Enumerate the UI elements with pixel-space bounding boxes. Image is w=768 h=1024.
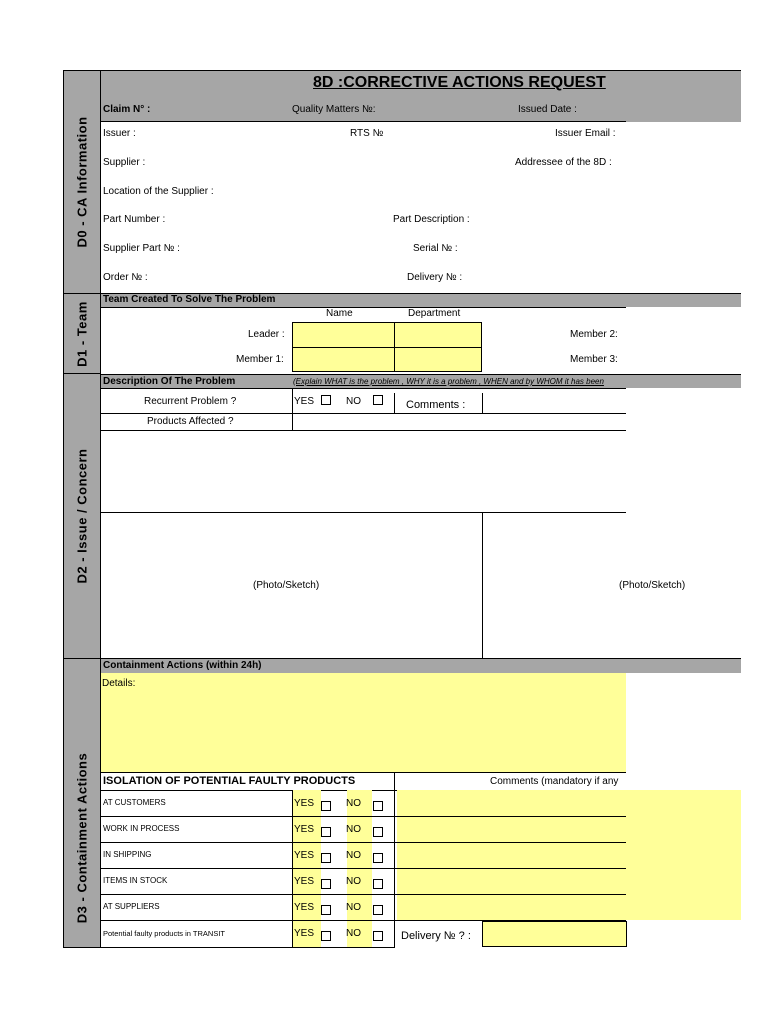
- location-label: Location of the Supplier :: [103, 186, 214, 197]
- title-mask: [626, 70, 741, 97]
- d3-header: Containment Actions (within 24h): [103, 660, 262, 671]
- products-affected-label: Products Affected ?: [147, 416, 234, 427]
- photo-right: (Photo/Sketch): [619, 580, 686, 591]
- serial-label: Serial № :: [413, 243, 458, 254]
- row-no: NO: [346, 928, 361, 939]
- row-yes: YES: [294, 928, 315, 939]
- comments-label: Comments :: [406, 399, 466, 411]
- row-at-customers: AT CUSTOMERS: [103, 798, 166, 807]
- delivery-question-label: Delivery № ? :: [401, 930, 471, 942]
- recurrent-no-checkbox[interactable]: [373, 395, 383, 405]
- comments-mandatory-label: Comments (mandatory if any: [490, 776, 619, 787]
- row-yes: YES: [294, 798, 315, 809]
- section-d2-label: D2 - Issue / Concern: [63, 373, 101, 659]
- row-no: NO: [346, 850, 361, 861]
- photo-left: (Photo/Sketch): [253, 580, 320, 591]
- row-in-transit: Potential faulty products in TRANSIT: [103, 929, 225, 938]
- wip-no-checkbox[interactable]: [373, 827, 383, 837]
- stock-yes-checkbox[interactable]: [321, 879, 331, 889]
- part-number-label: Part Number :: [103, 214, 166, 225]
- shipping-yes-checkbox[interactable]: [321, 853, 331, 863]
- issuer-email-label: Issuer Email :: [555, 128, 616, 139]
- d2-header: Description Of The Problem: [103, 376, 236, 387]
- claim-no-label: Claim N° :: [103, 104, 151, 115]
- recurrent-no: NO: [346, 396, 361, 407]
- row-yes: YES: [294, 876, 315, 887]
- part-description-label: Part Description :: [393, 214, 470, 225]
- col-department: Department: [408, 308, 461, 319]
- shipping-no-checkbox[interactable]: [373, 853, 383, 863]
- wip-yes-checkbox[interactable]: [321, 827, 331, 837]
- delivery-label: Delivery № :: [407, 272, 463, 283]
- row-yes: YES: [294, 850, 315, 861]
- at-customers-no-checkbox[interactable]: [373, 801, 383, 811]
- member1-label: Member 1:: [236, 354, 284, 365]
- supplier-part-label: Supplier Part № :: [103, 243, 180, 254]
- order-label: Order № :: [103, 272, 148, 283]
- col-name: Name: [326, 308, 353, 319]
- row-in-shipping: IN SHIPPING: [103, 850, 152, 859]
- addressee-label: Addressee of the 8D :: [515, 157, 612, 168]
- issued-date-label: Issued Date :: [518, 104, 577, 115]
- quality-matters-label: Quality Matters №:: [292, 104, 376, 115]
- issuer-label: Issuer :: [103, 128, 136, 139]
- row-no: NO: [346, 824, 361, 835]
- suppliers-no-checkbox[interactable]: [373, 905, 383, 915]
- row-yes: YES: [294, 902, 315, 913]
- row-no: NO: [346, 798, 361, 809]
- section-d3-label: D3 - Containment Actions: [63, 658, 101, 948]
- row-work-in-process: WORK IN PROCESS: [103, 824, 180, 833]
- recurrent-yes-checkbox[interactable]: [321, 395, 331, 405]
- member2-label: Member 2:: [570, 329, 618, 340]
- suppliers-yes-checkbox[interactable]: [321, 905, 331, 915]
- member3-label: Member 3:: [570, 354, 618, 365]
- leader-label: Leader :: [248, 329, 285, 340]
- supplier-label: Supplier :: [103, 157, 146, 168]
- row-items-in-stock: ITEMS IN STOCK: [103, 876, 168, 885]
- d1-header: Team Created To Solve The Problem: [103, 294, 276, 305]
- section-d0-label: D0 - CA Information: [63, 70, 101, 294]
- d0-header-row: [100, 96, 741, 122]
- details-label: Details:: [102, 678, 136, 689]
- row-no: NO: [346, 876, 361, 887]
- row-yes: YES: [294, 824, 315, 835]
- row-at-suppliers: AT SUPPLIERS: [103, 902, 160, 911]
- transit-no-checkbox[interactable]: [373, 931, 383, 941]
- at-customers-yes-checkbox[interactable]: [321, 801, 331, 811]
- section-d1-label: D1 - Team: [63, 293, 101, 374]
- isolation-label: ISOLATION OF POTENTIAL FAULTY PRODUCTS: [103, 775, 356, 787]
- isolation-comments-field[interactable]: [397, 790, 741, 920]
- row-no: NO: [346, 902, 361, 913]
- recurrent-label: Recurrent Problem ?: [144, 396, 237, 407]
- stock-no-checkbox[interactable]: [373, 879, 383, 889]
- details-field[interactable]: [100, 673, 626, 772]
- delivery-number-field[interactable]: [482, 921, 627, 947]
- page-title: 8D :CORRECTIVE ACTIONS REQUEST: [313, 74, 606, 91]
- rts-label: RTS №: [350, 128, 384, 139]
- recurrent-yes: YES: [294, 396, 315, 407]
- d2-hint: (Explain WHAT is the problem , WHY it is a problem , WHEN and by WHOM it has been: [293, 377, 604, 386]
- transit-yes-checkbox[interactable]: [321, 931, 331, 941]
